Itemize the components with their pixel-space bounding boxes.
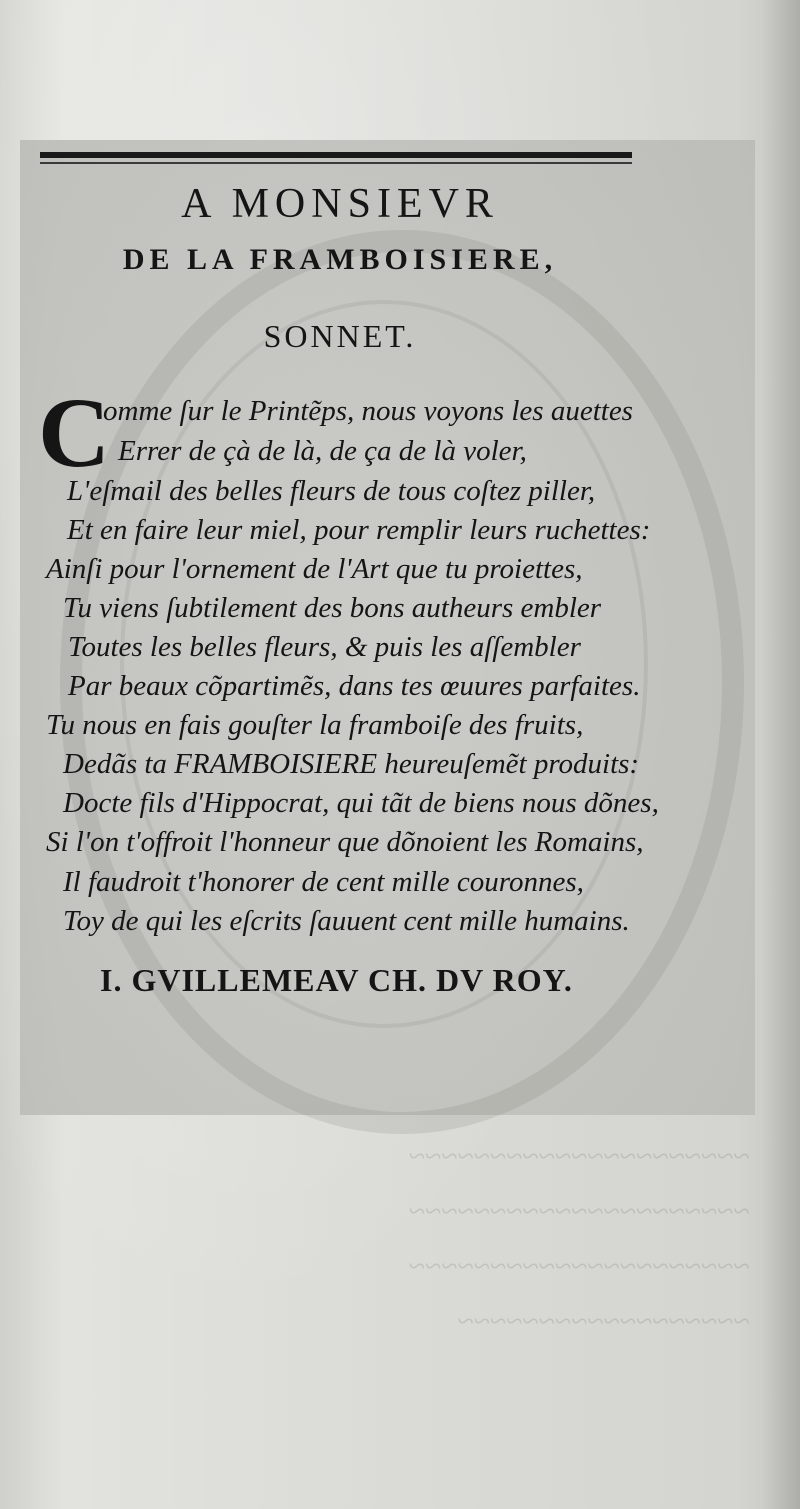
poem-line: Il faudroit t'honorer de cent mille couronnes, bbox=[63, 866, 584, 898]
signature: I. GVILLEMEAV CH. DV ROY. bbox=[100, 962, 573, 998]
poem-line: Toy de qui les eſcrits ſauuent cent mille humains. bbox=[63, 905, 630, 937]
poem-line: Et en faire leur miel, pour remplir leurs ruchettes: bbox=[67, 514, 651, 546]
bleed-through-text: ~~~~~~~~~~~~~~~~~~~~~ bbox=[409, 1195, 750, 1228]
bleed-through-text: ~~~~~~~~~~~~~~~~~~~~~ bbox=[409, 1250, 750, 1283]
poem-line: Si l'on t'offroit l'honneur que dõnoient les Romains, bbox=[46, 826, 644, 858]
poem-line: Toutes les belles fleurs, & puis les aſſembler bbox=[68, 631, 581, 663]
poem-line: Tu nous en fais gouſter la framboiſe des fruits, bbox=[46, 709, 584, 741]
drop-cap: C bbox=[38, 377, 111, 488]
poem-line: Ainſi pour l'ornement de l'Art que tu proiettes, bbox=[46, 553, 583, 585]
bleed-through-text: ~~~~~~~~~~~~~~~~~~~~~ bbox=[409, 1140, 750, 1173]
heading-recipient: DE LA FRAMBOISIERE, bbox=[122, 243, 558, 276]
poem-line: Par beaux cõpartimẽs, dans tes œuures parfaites. bbox=[68, 670, 641, 702]
heading-sonnet: SONNET. bbox=[263, 318, 417, 354]
poem-line: Docte fils d'Hippocrat, qui tãt de biens nous dõnes, bbox=[63, 787, 659, 819]
poem-line: Errer de çà de là, de ça de là voler, bbox=[118, 435, 527, 467]
heading-dedication: A MONSIEVR bbox=[181, 181, 499, 227]
poem-line: omme ſur le Printẽps, nous voyons les auettes bbox=[103, 395, 633, 427]
poem-line: L'eſmail des belles fleurs de tous coſtez piller, bbox=[67, 475, 596, 507]
poem-line: Dedãs ta FRAMBOISIERE heureuſemẽt produits: bbox=[63, 748, 640, 780]
poem-line: Tu viens ſubtilement des bons autheurs embler bbox=[63, 592, 602, 624]
bleed-through-text: ~~~~~~~~~~~~~~~~~~ bbox=[457, 1305, 750, 1338]
